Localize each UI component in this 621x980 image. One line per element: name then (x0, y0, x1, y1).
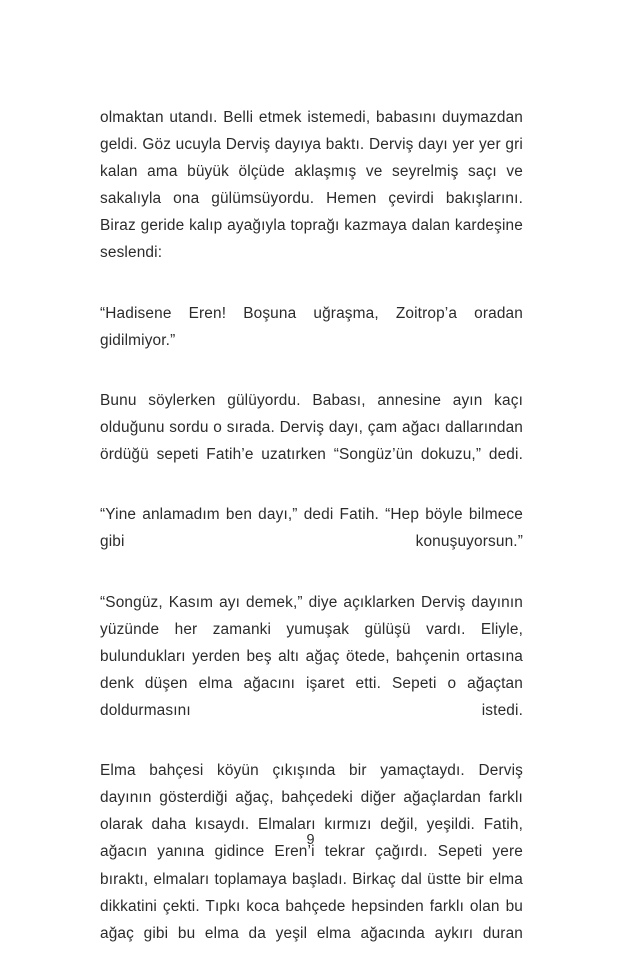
paragraph: “Hadisene Eren! Boşuna uğraşma, Zoitrop’a oradan gidilmiyor.” (100, 304, 523, 349)
paragraph: Bunu söylerken gülüyordu. Babası, annesine ayın kaçı olduğunu sordu o sırada. Derviş dayı, çam ağacı dallarından ördüğü sepeti Fatih’e uzatırken “Songüz’ün dokuzu,” dedi. (100, 391, 523, 464)
paragraph: “Songüz, Kasım ayı demek,” diye açıklarken Derviş dayının yüzünde her zamanki yumuşak gülüşü vardı. Eliyle, bulundukları yerden beş altı ağaç ötede, bahçenin ortasına denk düşen elma ağacını işaret etti. Sepeti o ağaçtan doldurmasını istedi. (100, 593, 523, 719)
page-number: 9 (306, 832, 315, 848)
paragraph: “Yine anlamadım ben dayı,” dedi Fatih. “Hep böyle bilmece gibi konuşuyorsun.” (100, 506, 523, 551)
paragraph: Elma bahçesi köyün çıkışında bir yamaçtaydı. Derviş dayının gösterdiği ağaç, bahçedeki diğer ağaçlardan farklı olarak daha kısaydı. Elmaları kırmızı değil, yeşildi. Fatih, ağacın yanına gidince Eren’i tekrar çağırdı. Sepeti yere bıraktı, elmaları toplamaya başladı. Birkaç dal üstte bir elma dikkatini çekti. Tıpkı koca bahçede hepsinden farklı olan bu ağaç gibi bu elma da yeşil elma ağacında aykırı duran (100, 762, 523, 942)
paragraph: olmaktan utandı. Belli etmek istemedi, babasını duymazdan geldi. Göz ucuyla Derviş dayıya baktı. Derviş dayı yer yer gri kalan ama büyük ölçüde aklaşmış ve seyrelmiş saçı ve sakalıyla ona gülümsüyordu. Hemen çevirdi bakışlarını. Biraz geride kalıp ayağıyla toprağı kazmaya dalan kardeşine seslendi: (100, 109, 523, 262)
